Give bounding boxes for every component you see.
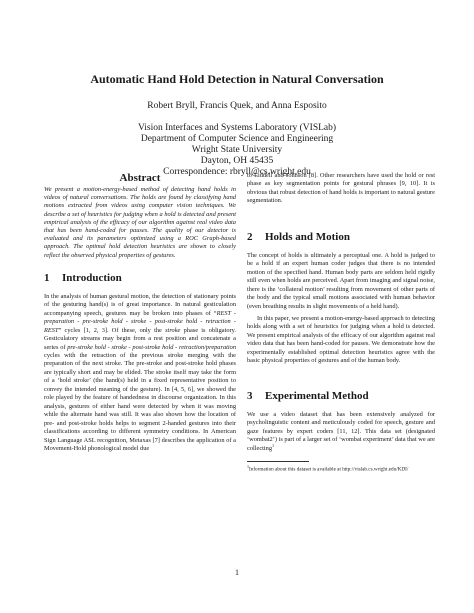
section-heading-experimental-method — [247, 390, 435, 403]
footnote-number: 1 — [247, 463, 249, 469]
author-list: Robert Bryll, Francis Quek, and Anna Esposito — [147, 101, 327, 111]
introduction-continuation: to Liddell and Johnson [8]. Other researchers have used the hold or rest phase as key segmentation points for gestural phrases [9, 10]. It is obvious that robust detection of hand holds is important to natural gesture segmentation. — [247, 172, 435, 205]
footnote — [247, 464, 435, 473]
section-heading-introduction — [44, 272, 236, 285]
section-number: 1 — [44, 271, 50, 284]
affiliation-block — [0, 123, 474, 178]
section-heading-holds-and-motion — [247, 231, 435, 244]
affiliation-department: Department of Computer Science and Engineering — [140, 134, 334, 144]
text-run-italic: pre-stroke hold - stroke - post-stroke hold - retraction/preparation — [67, 343, 236, 351]
section-title: Experimental Method — [265, 389, 369, 402]
affiliation-correspondence: Correspondence: rbryll@cs.wright.edu — [163, 167, 311, 177]
affiliation-city: Dayton, OH 45435 — [200, 156, 274, 166]
text-run: In the analysis of human gestural motion, the detection of stationary points of the gesturing hand(s) is of great importance. In natural gesticulation accompanying speech, gestures may be broken into phases of “ — [44, 292, 236, 317]
text-run: We use a video dataset that has been extensively analyzed for psycholinguistic content and meticulously coded for speech, gesture and gaze features by expert coders [11, 12]. This data set (designated ‘wombat2’) is part of a larger set of ‘wombat experiment’ data that we are collecting — [247, 410, 435, 452]
paper-title: Automatic Hand Hold Detection in Natural Conversation — [90, 72, 384, 86]
section-number: 2 — [247, 230, 253, 243]
text-run-italic: REST - preparation - pre-stroke hold - stroke - post-stroke hold - retraction - REST — [44, 309, 236, 334]
abstract-heading: Abstract — [119, 172, 161, 184]
holds-paragraph-1: The concept of holds is ultimately a perceptual one. A hold is judged to be a hold if an expert human coder judges that there is no intended motion of the specified hand. Human body parts are seldom held rigidly still even when holds are perceived. Apart from imaging and signal noise, there is the ‘collateral motion’ resulting from movement of other parts of the body and the typical small motions associated with human behavior (even breathing results in slight movements of a held hand). — [247, 251, 435, 310]
abstract-text: We present a motion-energy-based method of detecting hand holds in videos of natural conversations. The holds are found by classifying hand motions extracted from videos using computer vision techniques. We describe a set of heuristics for judging when a hold is detected and present empirical analysis of the efficacy of our algorithm against real video data that has been hand-coded for pauses. The quality of our detector is evaluated and its parameters optimized using a ROC Graph-based approach. The optimal hold detection heuristics are shown to closely reflect the observed physical properties of gestures. — [44, 186, 236, 259]
experimental-paragraph — [247, 411, 435, 453]
section-title: Holds and Motion — [265, 230, 350, 243]
footnote-divider — [247, 461, 309, 462]
text-run: phase is obligatory. Gesticulatory streams may begin from a rest position and concatenate a series of — [44, 326, 237, 351]
footnote-marker: 1 — [272, 442, 275, 448]
affiliation-university: Wright State University — [191, 145, 283, 155]
text-run-italic: stroke — [165, 326, 181, 334]
section-number: 3 — [247, 389, 253, 402]
left-column — [44, 172, 236, 453]
text-run: ” cycles [1, 2, 3]. Of these, only the — [58, 326, 166, 334]
holds-paragraph-2: In this paper, we present a motion-energy-based approach to detecting holds along with a set of heuristics for judging when a hold is detected. We present empirical analysis of the efficacy of our algorithm against real video data that has been hand-coded for pauses. We demonstrate how the experimentally established optimal detection heuristics agree with the basic physical properties of gestures and of the human body. — [247, 314, 435, 365]
footnote-text: Information about this dataset is available at http://vislab.cs.wright.edu/KDI/ — [249, 466, 409, 473]
page-number: 1 — [235, 568, 239, 577]
introduction-paragraph — [44, 293, 236, 454]
affiliation-lab: Vision Interfaces and Systems Laboratory (VISLab) — [137, 123, 337, 133]
right-column — [247, 172, 435, 473]
text-run: cycles with the retraction of the previous stroke merging with the preparation of the next stroke. The pre-stroke and post-stroke hold phases are typically short and may be elided. The stroke itself may take the form of a ‘hold stroke’ (the hand(s) held in a fixed representative position to convey the intended meaning of the gesture). In [4, 5, 6], we showed the role played by the feature of handedness in discourse organization. In this analysis, gestures of either hand were detected by when it was moving while the alternate hand was still. It was also shown how the location of pre- and post-stroke holds helps to segment 2-handed gestures into their classifications according to different symmetry conditions. In American Sign Language ASL recognition, Metaxas [7] describes the application of a Movement-Hold phonological model due — [44, 352, 236, 452]
section-title: Introduction — [62, 271, 122, 284]
